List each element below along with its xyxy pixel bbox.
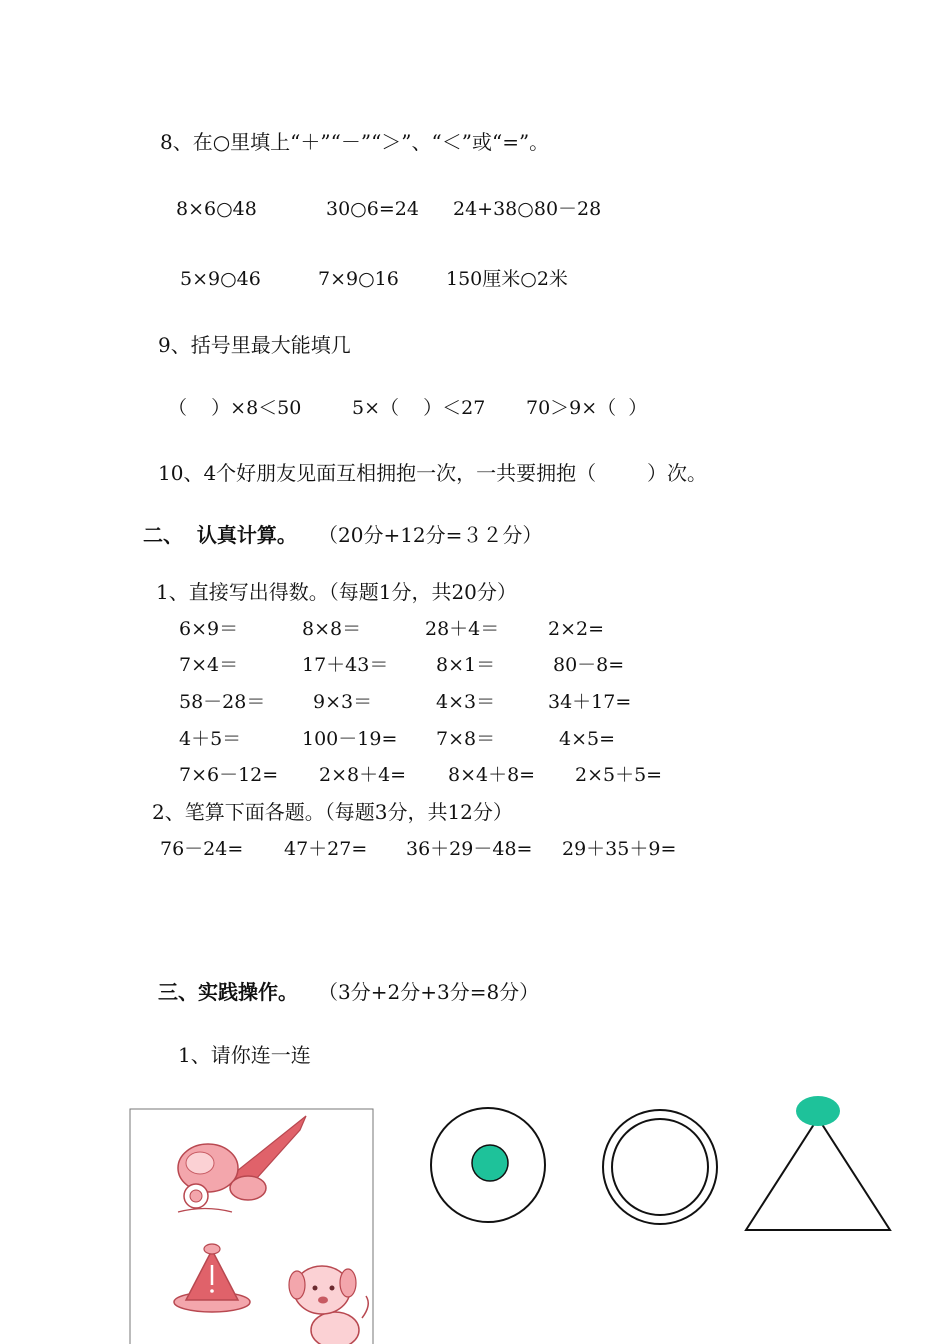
calc-item: 8×8＝ <box>302 618 362 640</box>
calc-item: 4＋5＝ <box>179 728 242 750</box>
q8-item-6: 150厘米○2米 <box>446 268 568 290</box>
triangle-with-ellipse-shape <box>746 1096 890 1230</box>
calc-item: 8×4＋8= <box>448 764 536 786</box>
double-circle-shape <box>603 1110 717 1224</box>
calc-item: 2×2= <box>548 618 605 640</box>
section-3-score: （3分+2分+3分=8分） <box>318 980 540 1004</box>
section-2-score: （20分+12分=３２分） <box>318 523 543 547</box>
q10-prompt: 10、4个好朋友见面互相拥抱一次，一共要拥抱（ ）次。 <box>158 461 708 485</box>
q9-prompt: 9、括号里最大能填几 <box>158 333 351 357</box>
calc-item: 7×8＝ <box>436 728 496 750</box>
circle-with-dot-shape <box>431 1108 545 1222</box>
written-calc-item: 47＋27= <box>284 838 368 860</box>
q8-item-4: 5×9○46 <box>180 268 261 290</box>
calc-item: 7×4＝ <box>179 654 239 676</box>
section-3-heading: 三、实践操作。 <box>158 980 298 1004</box>
section-2-heading: 二、 认真计算。 <box>143 523 297 547</box>
written-calc-item: 36＋29－48= <box>406 838 533 860</box>
calc-item: 58－28＝ <box>179 691 266 713</box>
calc-item: 17＋43＝ <box>302 654 389 676</box>
q8-item-2: 30○6=24 <box>326 198 419 220</box>
calc-item: 2×8＋4= <box>319 764 407 786</box>
q9-item-2: 5×（ ）＜27 <box>352 397 486 419</box>
written-calc-item: 29＋35＋9= <box>562 838 677 860</box>
calc-item: 34＋17= <box>548 691 632 713</box>
sec2-part2-title: 2、笔算下面各题。（每题3分，共12分） <box>152 800 513 824</box>
sec3-part1-title: 1、请你连一连 <box>178 1043 311 1067</box>
calc-item: 4×3＝ <box>436 691 496 713</box>
calc-item: 80－8= <box>553 654 625 676</box>
written-calc-item: 76－24= <box>160 838 244 860</box>
calc-item: 7×6－12= <box>179 764 279 786</box>
q8-item-5: 7×9○16 <box>318 268 399 290</box>
calc-item: 6×9＝ <box>179 618 239 640</box>
calc-item: 100－19= <box>302 728 398 750</box>
sec2-part1-title: 1、直接写出得数。（每题1分，共20分） <box>156 580 517 604</box>
q9-item-1: （ ）×8＜50 <box>168 397 302 419</box>
q9-item-3: 70＞9×（ ） <box>526 397 648 419</box>
calc-item: 8×1＝ <box>436 654 496 676</box>
q8-prompt: 8、在○里填上“＋”“－”“＞”、“＜”或“=”。 <box>160 130 550 154</box>
calc-item: 9×3＝ <box>313 691 373 713</box>
calc-item: 28＋4＝ <box>425 618 500 640</box>
q8-item-1: 8×6○48 <box>176 198 257 220</box>
calc-item: 2×5＋5= <box>575 764 663 786</box>
q8-item-3: 24+38○80－28 <box>453 198 602 220</box>
calc-item: 4×5= <box>559 728 616 750</box>
